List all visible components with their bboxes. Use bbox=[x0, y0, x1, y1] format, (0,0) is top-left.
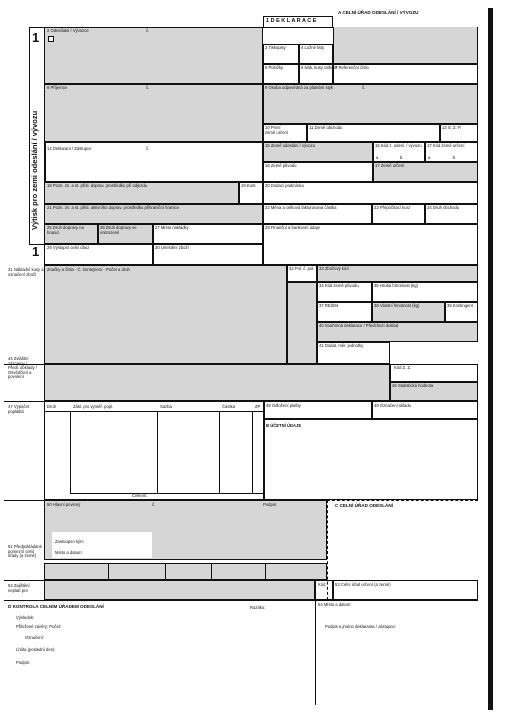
field-30-label: 30 Umístění zboží bbox=[155, 245, 189, 250]
field-38-label: 38 Vlastní hmotnost (kg) bbox=[374, 303, 420, 308]
field-15a-b: b bbox=[400, 155, 403, 160]
d-podpis: Podpis: bbox=[16, 660, 30, 665]
field-22-label: 22 Měna a celková fakturovaná částka bbox=[265, 205, 337, 210]
field-21-label: 21 Pozn. zn. a st. přísl. aktivního doprav. prostředku přihraniční hranice bbox=[47, 205, 179, 210]
field-24-label: 24 Druh obchodu bbox=[427, 205, 460, 210]
field-9-label: 9 Osoba odpovědná za platební styk bbox=[265, 85, 333, 90]
field-50-zast-label: Zastoupen kým bbox=[55, 539, 84, 544]
field-49-label: 49 Označení skladu bbox=[374, 403, 412, 408]
field-9-no: č. bbox=[362, 85, 366, 90]
line-bottom-51 bbox=[4, 580, 44, 581]
field-31b-label: Značky a čísla - Č. kontejneru - Počet a druh bbox=[47, 267, 130, 272]
field-7-label: 7 Referenční číslo bbox=[335, 65, 369, 70]
f51-sep1 bbox=[108, 563, 109, 580]
field-8-label: 8 Příjemce bbox=[47, 85, 68, 90]
line-bottom-52 bbox=[4, 600, 478, 601]
field-44-kod-label: Kód Z. Z. bbox=[394, 365, 412, 370]
f47-castka: Částka bbox=[222, 404, 236, 409]
f47-celkem: Celkem: bbox=[132, 493, 148, 498]
d-lhuta: Lhůta (poslední den): bbox=[16, 647, 56, 652]
field-33-label: 33 Zbožový kód bbox=[319, 266, 349, 271]
f51-sep3 bbox=[211, 563, 212, 580]
field-4-label: 4 Ložné listy bbox=[301, 45, 325, 50]
line-bottom-47 bbox=[4, 500, 44, 501]
field-17a-a: a bbox=[428, 155, 431, 160]
field-44[interactable] bbox=[44, 364, 390, 401]
field-11-label: 11 Země obchodu bbox=[309, 125, 343, 130]
field-6-label: 6 Nák. kusy celkem bbox=[301, 65, 338, 70]
f47-header-line bbox=[44, 411, 264, 412]
field-14-no: č. bbox=[146, 146, 150, 151]
field-15a-a: a bbox=[376, 155, 379, 160]
right-edge-bar bbox=[488, 8, 493, 710]
f47-col1 bbox=[70, 411, 71, 493]
field-47[interactable] bbox=[44, 401, 264, 500]
field-8-no: č. bbox=[146, 85, 150, 90]
field-B-label: B ÚČETNÍ ÚDAJE bbox=[266, 423, 302, 428]
field-D-razitko: Razítko: bbox=[250, 605, 266, 610]
d-zavery: Přiložené závěry: Počet: bbox=[16, 624, 62, 629]
field-2-checkbox[interactable] bbox=[48, 36, 54, 42]
field-47-label: 47 Výpočet poplatků bbox=[8, 404, 29, 414]
f51-sep2 bbox=[165, 563, 166, 580]
field-18-label: 18 Pozn. zn. a st. přísl. doprav. prostředku při odjezdu bbox=[47, 183, 148, 188]
section-54-left bbox=[315, 600, 316, 705]
field-27-label: 27 Místo nakládky bbox=[155, 225, 189, 230]
field-44-label: 44 Zvláštní záznamy / Předl. doklady / Osvědčení a povolení bbox=[8, 356, 37, 380]
field-5-label: 5 Položky bbox=[265, 65, 284, 70]
field-8-consignee[interactable] bbox=[44, 84, 263, 142]
field-2-sender[interactable] bbox=[44, 27, 263, 84]
field-14-label: 14 Deklarant / Zástupce bbox=[47, 146, 92, 151]
field-25-label: 25 Druh dopravy na hranici bbox=[47, 225, 84, 235]
field-2-no: č. bbox=[146, 28, 150, 33]
field-28-label: 28 Finanční a bankovní údaje bbox=[265, 225, 320, 230]
field-46-label: 46 Statistická hodnota bbox=[392, 383, 434, 388]
field-51-label: 51 Předpokládané pomezní celní úřady (a země) bbox=[8, 544, 42, 559]
field-40-label: 40 Souhrnná deklarace / Předchozí doklad bbox=[319, 323, 399, 328]
field-51[interactable] bbox=[44, 563, 327, 580]
f47-zak: Zákl. pro vyměř. popl. bbox=[73, 404, 114, 409]
field-a-shaded bbox=[333, 27, 478, 64]
field-B[interactable] bbox=[264, 419, 478, 500]
d-oznaceni: Označení: bbox=[25, 635, 45, 640]
field-2-label: 2 Odesílatel / Vývozce bbox=[47, 28, 89, 33]
field-20-label: 20 Dodací podmínka bbox=[265, 183, 304, 188]
line-top-44 bbox=[4, 364, 44, 365]
field-31-goods[interactable] bbox=[44, 265, 287, 364]
f47-zp: ZP bbox=[255, 404, 261, 409]
f51-sep4 bbox=[265, 563, 266, 580]
f47-sazba: Sazba bbox=[160, 404, 172, 409]
side-title: Výtisk pro zemi odeslání / vývozu bbox=[30, 110, 39, 230]
field-26-label: 26 Druh dopravy ve vnitrozemí bbox=[100, 225, 137, 235]
field-32-label: 32 Pol. č. pol. bbox=[289, 266, 315, 271]
field-15-label: 15 Země odeslání / vývozu bbox=[265, 143, 316, 148]
field-48-label: 48 Odložení platby bbox=[266, 403, 301, 408]
field-54-label: 54 Místo a datum: bbox=[318, 602, 352, 607]
field-41-label: 41 Dodat. měr. jednotky bbox=[319, 343, 364, 348]
field-17a-label: 17 Kód země určení bbox=[427, 143, 465, 148]
field-52-kod-label: Kód bbox=[318, 582, 326, 587]
field-37-label: 37 REŽIM bbox=[319, 303, 338, 308]
f47-col4 bbox=[252, 411, 253, 493]
field-D-label: D KONTROLA CELNÍM ÚŘADEM ODESLÁNÍ bbox=[8, 604, 104, 609]
field-34-label: 34 Kód země původu bbox=[319, 283, 359, 288]
field-C-label: C CELNÍ ÚŘAD ODESLÁNÍ bbox=[335, 503, 393, 508]
f47-total-line bbox=[70, 493, 264, 494]
field-3-label: 3 Tiskopisy bbox=[265, 45, 286, 50]
line-top-47 bbox=[4, 401, 44, 402]
field-17-label: 17 Země určení bbox=[375, 163, 405, 168]
field-54-sign-label: Podpis a jméno deklaranta / zástupce: bbox=[325, 624, 396, 629]
d-vysledek: Výsledek: bbox=[16, 615, 35, 620]
field-10-label: 10 První země určení bbox=[265, 125, 289, 135]
f47-col3 bbox=[219, 411, 220, 493]
f47-druh: Druh bbox=[47, 404, 57, 409]
field-31-label: 31 Nákladní kusy a označení zboží bbox=[8, 267, 44, 277]
field-39-label: 39 Kontingent bbox=[447, 303, 473, 308]
field-50-misto-label: Místo a datum: bbox=[55, 550, 83, 555]
office-a-label: A CELNÍ ÚŘAD ODESLÁNÍ / VÝVOZU bbox=[338, 10, 419, 15]
field-15a-label: 15 Kód z. odesl. / vývozu bbox=[375, 143, 422, 148]
field-16-label: 16 Země původu bbox=[265, 163, 297, 168]
field-52[interactable] bbox=[44, 580, 315, 600]
field-29-label: 29 Výstupní celní úřad bbox=[47, 245, 89, 250]
field-35-label: 35 Hrubá hmotnost (kg) bbox=[374, 283, 418, 288]
deklarace-label: 1 D E K L A R A C E bbox=[266, 18, 317, 24]
f47-col2 bbox=[157, 411, 158, 493]
field-50-sign: Podpis: bbox=[263, 502, 277, 507]
field-52-label: 52 Zajištění neplatí pro bbox=[8, 583, 30, 593]
copy-number: 1 bbox=[32, 30, 40, 45]
copy-number-bottom: 1 bbox=[32, 244, 40, 259]
field-287-shade bbox=[287, 282, 317, 364]
field-50-label: 50 Hlavní povinný bbox=[47, 502, 81, 507]
field-19-label: 19 Kont. bbox=[241, 183, 257, 188]
field-50-no: č. bbox=[152, 502, 156, 507]
field-53-label: 53 Celní úřad určení (a země) bbox=[335, 582, 391, 587]
field-13-label: 13 S. Z. P. bbox=[442, 125, 462, 130]
field-23-label: 23 Přepočítací kurz bbox=[374, 205, 411, 210]
field-17a-b: b bbox=[453, 155, 456, 160]
section-c-dash bbox=[327, 500, 478, 501]
